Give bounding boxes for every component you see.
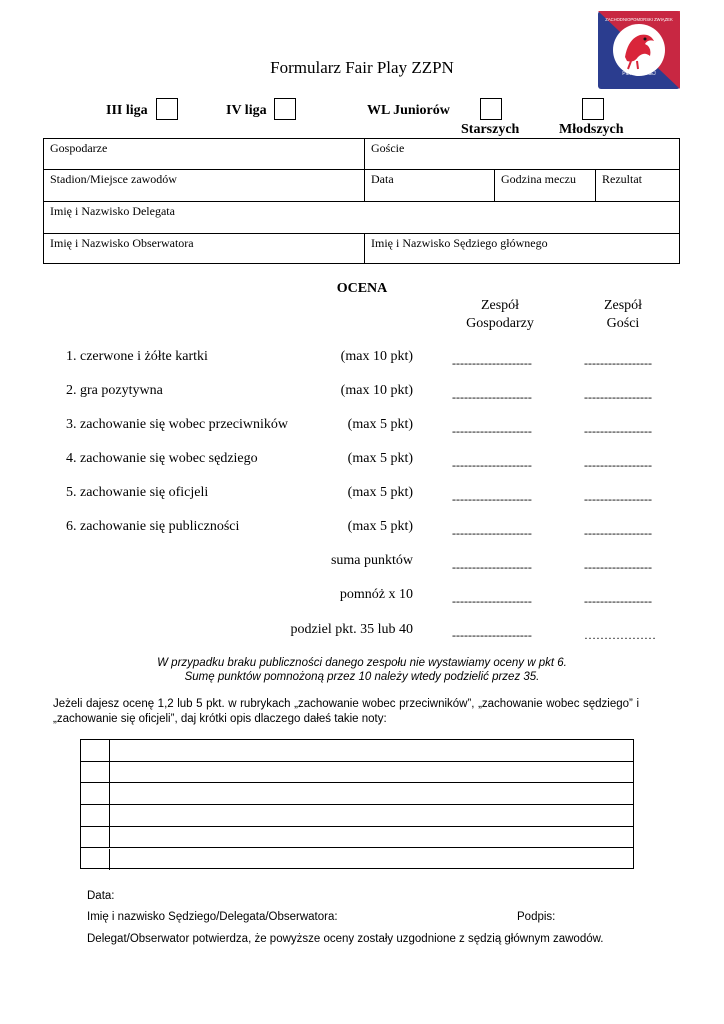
comment-row[interactable]	[81, 783, 633, 805]
score-away-5[interactable]: -----------------	[584, 492, 652, 506]
score-home-6[interactable]: --------------------	[452, 526, 532, 540]
criterion-max: (max 5 pkt)	[347, 451, 413, 466]
score-away-6[interactable]: -----------------	[584, 526, 652, 540]
comment-row[interactable]	[81, 805, 633, 827]
criterion-label: 4. zachowanie się wobec sędziego	[66, 451, 258, 466]
checkbox-juniorzy-starsi[interactable]	[480, 98, 502, 120]
footer-potwierdzenie: Delegat/Obserwator potwierdza, że powyższe oceny zostały uzgodnione z sędzią głównym zawodów.	[87, 933, 604, 945]
field-gospodarze[interactable]: Gospodarze	[50, 141, 108, 155]
checkbox-iv-liga[interactable]	[274, 98, 296, 120]
comment-row[interactable]	[81, 849, 633, 871]
ocena-heading: OCENA	[336, 281, 388, 296]
comment-row[interactable]	[81, 762, 633, 784]
note-line-2: Sumę punktów pomnożoną przez 10 należy wtedy podzielić przez 35.	[184, 671, 540, 683]
score-away-2[interactable]: -----------------	[584, 390, 652, 404]
score-home-1[interactable]: --------------------	[452, 356, 532, 370]
podziel-away[interactable]: ………………	[584, 628, 656, 642]
criterion-label: 5. zachowanie się oficjeli	[66, 485, 209, 500]
logo-text-top: ZACHODNIOPOMORSKI ZWIĄZEK	[605, 17, 673, 22]
footer-podpis: Podpis:	[517, 911, 556, 923]
comments-table	[80, 739, 634, 869]
team-away-header: Zespół Gości	[603, 298, 643, 331]
comment-row[interactable]	[81, 827, 633, 849]
comment-row[interactable]	[81, 740, 633, 762]
logo-text-bottom: PIŁKI NOŻNEJ	[622, 71, 656, 77]
info-row-officials	[44, 234, 679, 263]
field-delegat[interactable]: Imię i Nazwisko Delegata	[50, 204, 175, 218]
suma-away[interactable]: -----------------	[584, 560, 652, 574]
score-home-4[interactable]: --------------------	[452, 458, 532, 472]
criterion-max: (max 5 pkt)	[347, 417, 413, 432]
field-sedzia[interactable]: Imię i Nazwisko Sędziego głównego	[364, 234, 679, 263]
criterion-label: 2. gra pozytywna	[66, 383, 163, 398]
podziel-home[interactable]: --------------------	[452, 628, 532, 642]
suma-home[interactable]: --------------------	[452, 560, 532, 574]
criterion-max: (max 10 pkt)	[340, 383, 413, 398]
instruction-text: Jeżeli dajesz ocenę 1,2 lub 5 pkt. w rubrykach „zachowanie wobec przeciwników”, „zachowanie wobec sędziego” i „zachowanie się oficjeli”, daj krótki opis dlaczego dałeś takie noty:	[53, 698, 639, 725]
footer-data: Data:	[87, 890, 115, 902]
criterion-max: (max 5 pkt)	[347, 519, 413, 534]
score-home-2[interactable]: --------------------	[452, 390, 532, 404]
suma-label: suma punktów	[330, 553, 413, 568]
field-goscie[interactable]: Goście	[364, 139, 679, 169]
score-away-3[interactable]: -----------------	[584, 424, 652, 438]
checkbox-iii-liga[interactable]	[156, 98, 178, 120]
pomnoz-away[interactable]: -----------------	[584, 594, 652, 608]
match-info-table	[43, 138, 680, 264]
criterion-label: 6. zachowanie się publiczności	[66, 519, 240, 534]
info-row-venue	[44, 170, 679, 202]
info-row-teams	[44, 139, 679, 170]
field-data[interactable]: Data	[364, 170, 494, 201]
team-home-header: Zespół Gospodarzy	[466, 298, 534, 331]
footer-imie: Imię i nazwisko Sędziego/Delegata/Obserwatora:	[87, 911, 338, 923]
podziel-label: podziel pkt. 35 lub 40	[290, 622, 413, 637]
criterion-max: (max 5 pkt)	[347, 485, 413, 500]
criterion-label: 3. zachowanie się wobec przeciwników	[66, 417, 288, 432]
label-starszych: Starszych	[461, 122, 520, 137]
label-mlodszych: Młodszych	[559, 122, 624, 137]
page-title: Formularz Fair Play ZZPN	[270, 58, 454, 77]
score-away-1[interactable]: -----------------	[584, 356, 652, 370]
criterion-max: (max 10 pkt)	[340, 349, 413, 364]
score-away-4[interactable]: -----------------	[584, 458, 652, 472]
field-rezultat[interactable]: Rezultat	[595, 170, 679, 201]
league-label-iii: III liga	[106, 103, 148, 118]
score-home-5[interactable]: --------------------	[452, 492, 532, 506]
checkbox-juniorzy-mlodsi[interactable]	[582, 98, 604, 120]
league-label-iv: IV liga	[226, 103, 267, 118]
pomnoz-label: pomnóż x 10	[339, 587, 413, 602]
field-godzina[interactable]: Godzina meczu	[494, 170, 595, 201]
pomnoz-home[interactable]: --------------------	[452, 594, 532, 608]
field-stadion[interactable]: Stadion/Miejsce zawodów	[50, 172, 177, 186]
field-obserwator[interactable]: Imię i Nazwisko Obserwatora	[50, 236, 194, 250]
criterion-label: 1. czerwone i żółte kartki	[66, 349, 208, 364]
info-row-delegat	[44, 202, 679, 234]
score-home-3[interactable]: --------------------	[452, 424, 532, 438]
league-label-wl: WL Juniorów	[367, 103, 450, 118]
note-line-1: W przypadku braku publiczności danego zespołu nie wystawiamy oceny w pkt 6.	[157, 657, 567, 669]
